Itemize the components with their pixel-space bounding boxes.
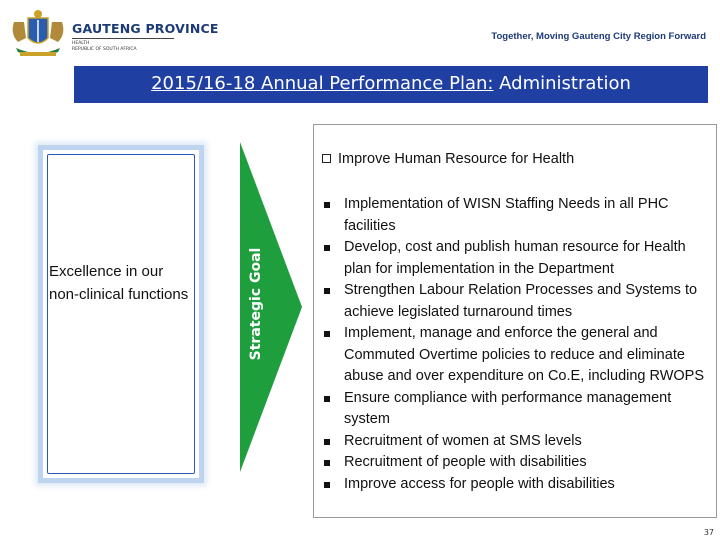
square-bullet-icon — [324, 482, 330, 488]
square-bullet-icon — [324, 202, 330, 208]
arrow-label: Strategic Goal — [248, 247, 264, 361]
objective-heading — [322, 151, 574, 167]
list-item — [322, 452, 716, 474]
list-item — [322, 323, 716, 388]
list-item — [322, 280, 716, 323]
list-item-text: Ensure compliance with performance management system — [344, 389, 672, 427]
brand-name: GAUTENG PROVINCE — [72, 21, 219, 36]
list-item — [322, 431, 716, 453]
coat-of-arms-icon — [6, 8, 70, 58]
objective-list — [322, 194, 716, 495]
goal-box-inner — [47, 154, 195, 474]
list-item — [322, 474, 716, 496]
title-section: Administration — [493, 73, 631, 94]
goal-box — [38, 145, 204, 483]
page-header — [0, 0, 720, 66]
list-item-text: Recruitment of people with disabilities — [344, 454, 587, 470]
list-item-text: Recruitment of women at SMS levels — [344, 432, 582, 449]
brand-block — [72, 22, 219, 53]
page-number: 37 — [703, 528, 714, 537]
list-item-text: Implementation of WISN Staffing Needs in all PHC facilities — [344, 196, 669, 234]
slide-title — [74, 66, 708, 103]
list-item-text: Develop, cost and publish human resource for Health plan for implementation in the Department — [344, 239, 686, 277]
list-item-text: Implement, manage and enforce the general and Commuted Overtime policies to reduce and eliminate abuse and over expenditure on Co.E, including RWOPS — [344, 325, 705, 384]
objective-heading-text: Improve Human Resource for Health — [338, 151, 575, 167]
square-bullet-icon — [324, 288, 330, 294]
square-bullet-icon — [324, 439, 330, 445]
square-bullet-icon — [324, 331, 330, 337]
objectives-panel — [313, 124, 717, 518]
tagline: Together, Moving Gauteng City Region Forward — [491, 31, 706, 42]
brand-country: REPUBLIC OF SOUTH AFRICA — [72, 47, 137, 52]
brand-department: HEALTH — [72, 41, 90, 46]
list-item — [322, 237, 716, 280]
square-bullet-icon — [324, 396, 330, 402]
list-item — [322, 388, 716, 431]
list-item — [322, 194, 716, 237]
square-bullet-icon — [324, 245, 330, 251]
title-plan: 2015/16-18 Annual Performance Plan: — [151, 73, 494, 94]
list-item-text: Strengthen Labour Relation Processes and Systems to achieve legislated turnaround times — [344, 282, 698, 320]
goal-text: Excellence in our non-clinical functions — [49, 263, 189, 303]
list-item-text: Improve access for people with disabilities — [344, 475, 615, 492]
square-bullet-icon — [324, 460, 330, 466]
brand-divider — [72, 38, 174, 39]
checkbox-bullet-icon — [322, 154, 331, 163]
